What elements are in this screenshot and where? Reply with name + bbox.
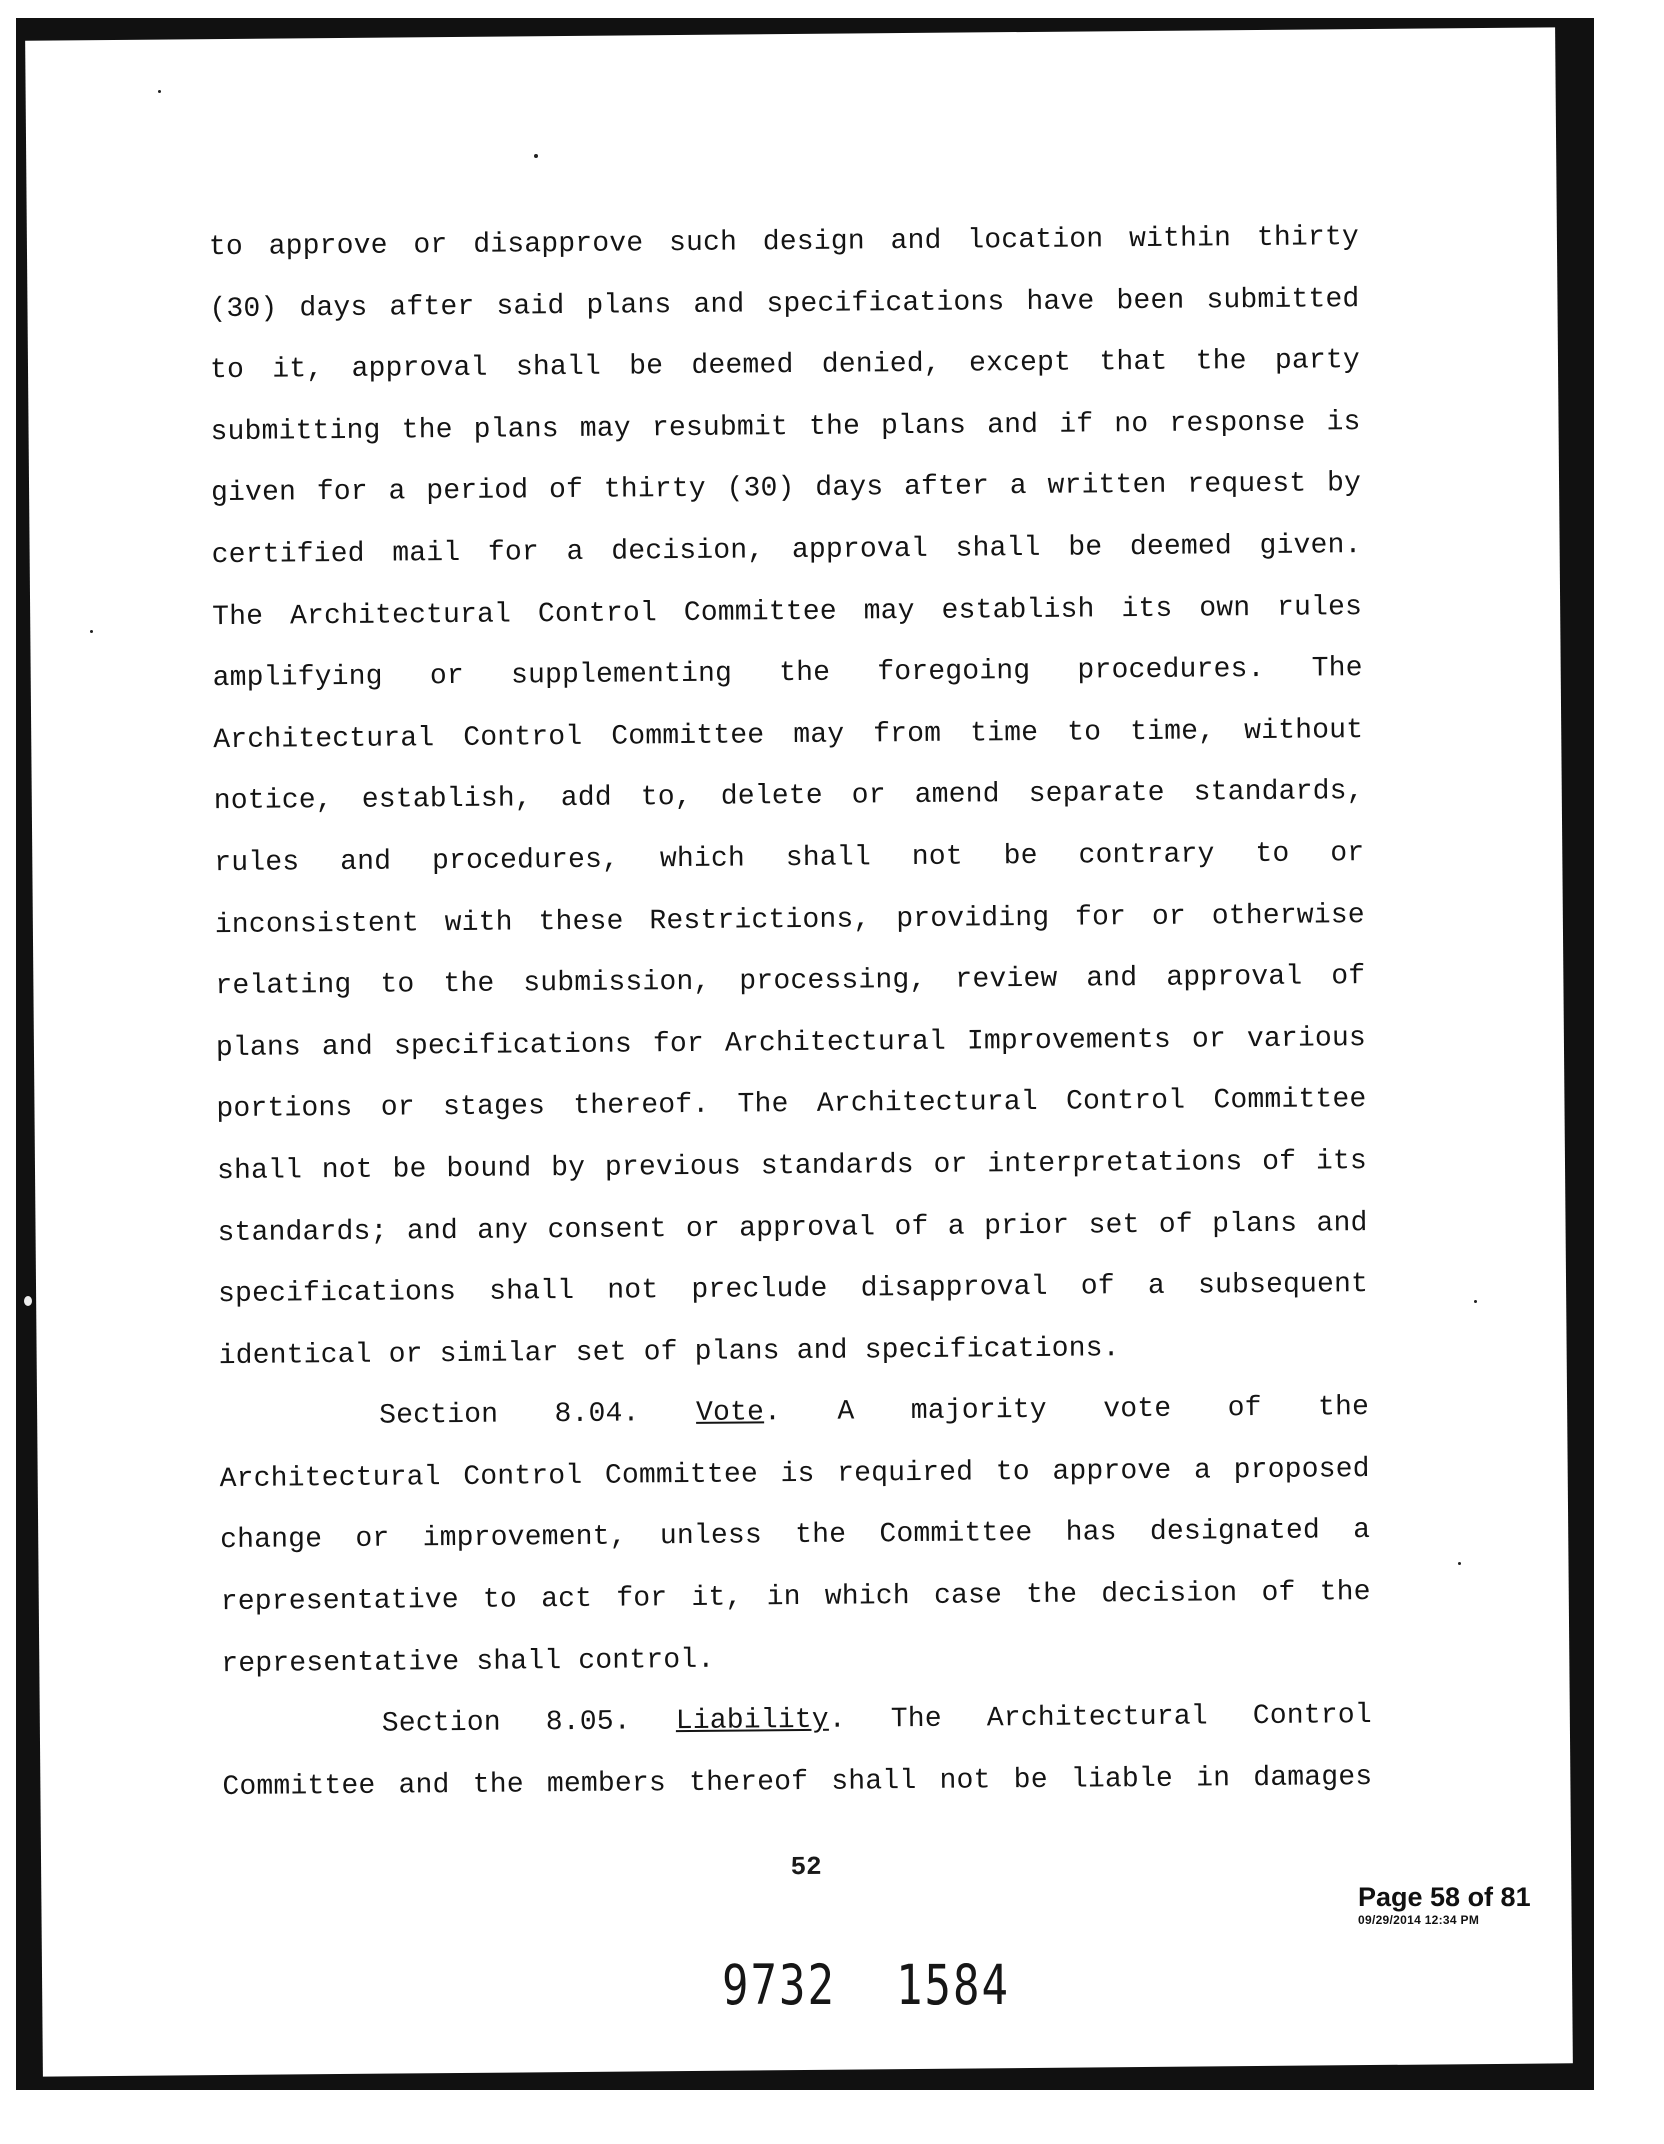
section-heading-rest: . The Architectural Control [828, 1700, 1372, 1737]
text-line: amplifying or supplementing the foregoing procedures. The [212, 653, 1363, 695]
page-number: 52 [790, 1851, 822, 1883]
text-line: certified mail for a decision, approval shall be deemed given. [211, 530, 1362, 572]
scan-speck [1474, 1300, 1477, 1303]
text-line: shall not be bound by previous standards or interpretations of its [216, 1145, 1368, 1187]
text-line: representative shall control. [221, 1644, 715, 1680]
text-line: identical or similar set of plans and specifications. [218, 1332, 1120, 1372]
scan-speck [1458, 1562, 1461, 1565]
text-line: rules and procedures, which shall not be contrary to or [214, 837, 1365, 880]
text-line: submitting the plans may resubmit the plans and if no response is [210, 406, 1361, 448]
text-line: to it, approval shall be deemed denied, except that the party [209, 345, 1361, 387]
text-line: standards; and any consent or approval of a prior set of plans and [217, 1207, 1368, 1249]
stamp-page-label: Page 58 of 81 [1358, 1882, 1531, 1912]
body-text [209, 207, 1373, 1818]
book-number: 9732 [722, 1954, 836, 2018]
text-line: representative to act for it, in which case the decision of the [220, 1577, 1371, 1619]
text-line: Architectural Control Committee is required to approve a proposed [219, 1453, 1370, 1495]
section-heading-rest: . A majority vote of the [763, 1392, 1370, 1429]
text-line: Architectural Control Committee may from time to time, without [213, 714, 1364, 756]
section-number: Section 8.05. [381, 1706, 631, 1740]
scan-speck [90, 630, 93, 633]
scan-speck [24, 1296, 32, 1306]
text-line: change or improvement, unless the Committee has designated a [220, 1515, 1371, 1557]
scan-speck [158, 90, 161, 93]
text-line: specifications shall not preclude disapproval of a subsequent [217, 1269, 1369, 1311]
recording-stamp [1358, 1882, 1531, 1928]
text-line: Committee and the members thereof shall not be liable in damages [222, 1761, 1373, 1803]
book-page-stamp [722, 1954, 1070, 2018]
section-title: Liability [675, 1705, 829, 1738]
text-line: (30) days after said plans and specifications have been submitted [209, 283, 1360, 325]
stamp-datetime: 09/29/2014 12:34 PM [1358, 1913, 1480, 1927]
section-title: Vote [695, 1397, 765, 1430]
section-number: Section 8.04. [379, 1398, 640, 1432]
text-line: The Architectural Control Committee may establish its own rules [212, 591, 1363, 633]
text-line: relating to the submission, processing, review and approval of [215, 961, 1366, 1003]
text-line: to approve or disapprove such design and location within thirty [208, 222, 1360, 264]
text-line: plans and specifications for Architectural Improvements or various [215, 1022, 1367, 1064]
text-line: inconsistent with these Restrictions, providing for or otherwise [214, 899, 1365, 941]
document-paper [25, 27, 1573, 2076]
section-8-05-heading [222, 1685, 1372, 1757]
scan-speck [534, 154, 538, 158]
text-line: given for a period of thirty (30) days after a written request by [210, 468, 1362, 510]
book-page-number: 1584 [895, 1954, 1010, 2018]
text-line: portions or stages thereof. The Architectural Control Committee [216, 1084, 1367, 1126]
text-line: notice, establish, add to, delete or amend separate standards, [213, 776, 1364, 818]
section-8-04-heading [219, 1377, 1369, 1449]
